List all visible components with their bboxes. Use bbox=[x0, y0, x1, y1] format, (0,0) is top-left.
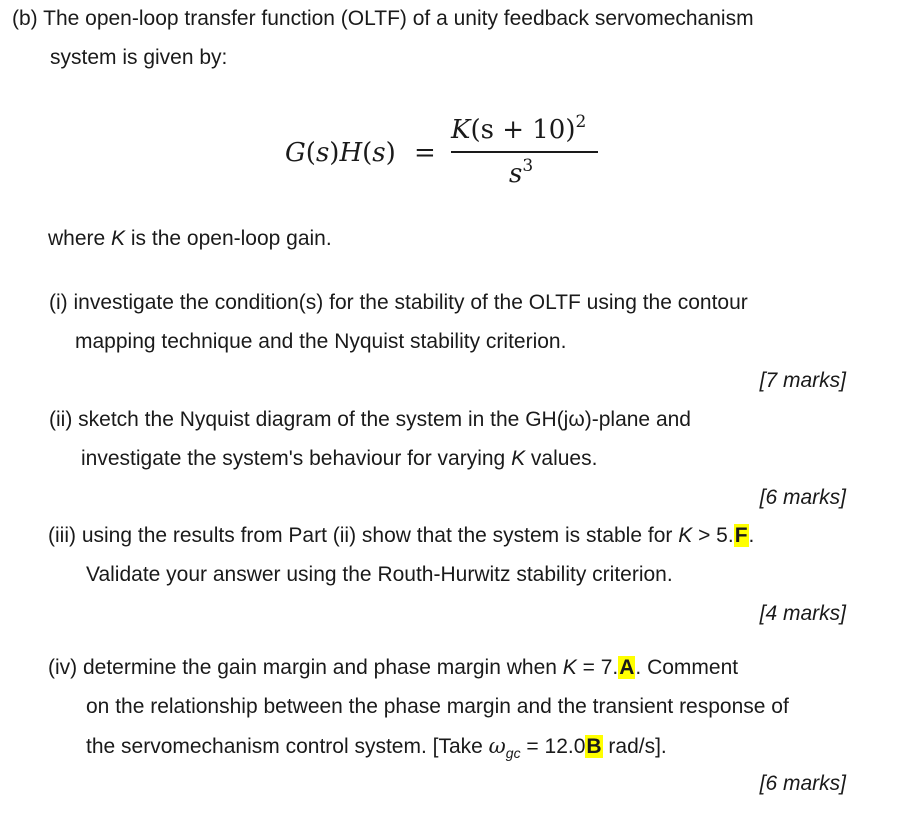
where-line bbox=[48, 226, 332, 252]
part-i-line-2: mapping technique and the Nyquist stability criterion. bbox=[75, 330, 567, 353]
part-iii-line-1-mid: > 5. bbox=[692, 524, 734, 547]
part-ii-line-2-post: values. bbox=[525, 447, 598, 470]
part-ii-marks: [6 marks] bbox=[759, 486, 846, 509]
part-iv-line-3-pre: the servomechanism control system. [Take bbox=[86, 735, 489, 758]
lhs-h: H bbox=[339, 138, 363, 168]
part-iii-line-1-post: . bbox=[748, 524, 755, 547]
denominator-exponent: 3 bbox=[522, 156, 534, 176]
part-ii-k: K bbox=[511, 447, 526, 470]
part-iv-line-3-mid: = 12.0 bbox=[520, 735, 586, 758]
equation-denominator bbox=[509, 156, 533, 189]
part-iv-line-1-pre: (iv) determine the gain margin and phase margin when bbox=[48, 656, 563, 679]
part-iii-k: K bbox=[678, 524, 693, 547]
part-iii-line-1-pre: (iii) using the results from Part (ii) show that the system is stable for bbox=[48, 524, 679, 547]
lhs-var-2: s bbox=[372, 138, 386, 168]
equation-lhs: G(s)H(s) bbox=[285, 138, 396, 168]
part-iv-line-3-post: rad/s]. bbox=[602, 735, 667, 758]
where-pre: where bbox=[48, 227, 112, 250]
fraction-bar bbox=[451, 151, 598, 153]
equation-equals: = bbox=[414, 138, 436, 168]
lhs-g: G bbox=[285, 138, 306, 168]
equation-numerator bbox=[451, 112, 586, 145]
part-iii-marks: [4 marks] bbox=[759, 602, 846, 625]
intro-line-1: (b) The open-loop transfer function (OLTF) of a unity feedback servomechanism bbox=[12, 7, 754, 30]
part-ii-line-2-pre: investigate the system's behaviour for varying bbox=[81, 447, 512, 470]
denominator-base: s bbox=[509, 159, 523, 189]
part-iii-line-1 bbox=[48, 523, 754, 549]
part-iii-highlight: F bbox=[734, 524, 748, 547]
where-k: K bbox=[111, 227, 126, 250]
intro-line-2: system is given by: bbox=[50, 46, 228, 69]
part-ii-line-1: (ii) sketch the Nyquist diagram of the system in the GH(jω)-plane and bbox=[49, 408, 691, 431]
part-iii-line-2: Validate your answer using the Routh-Hurwitz stability criterion. bbox=[86, 563, 673, 586]
part-iv-line-1 bbox=[48, 655, 738, 681]
part-iv-k: K bbox=[562, 656, 577, 679]
part-iv-highlight-a: A bbox=[619, 656, 635, 679]
numerator-k: K bbox=[451, 115, 471, 145]
omega-symbol: ω bbox=[488, 734, 506, 758]
part-iv-marks: [6 marks] bbox=[759, 772, 846, 795]
part-iv-line-2: on the relationship between the phase margin and the transient response of bbox=[86, 695, 789, 718]
part-iv-line-3 bbox=[86, 733, 667, 766]
part-iv-line-1-mid: = 7. bbox=[576, 656, 619, 679]
omega-subscript: gc bbox=[505, 745, 521, 761]
part-iv-line-1-post: . Comment bbox=[635, 656, 739, 679]
where-post: is the open-loop gain. bbox=[125, 227, 332, 250]
part-iv-highlight-b: B bbox=[586, 735, 602, 758]
part-i-marks: [7 marks] bbox=[759, 369, 846, 392]
part-i-line-1: (i) investigate the condition(s) for the stability of the OLTF using the contour bbox=[49, 291, 748, 314]
numerator-body: (s + 10) bbox=[470, 115, 576, 145]
part-ii-line-2 bbox=[81, 446, 597, 472]
numerator-exponent: 2 bbox=[575, 112, 587, 132]
lhs-var-1: s bbox=[315, 138, 330, 168]
